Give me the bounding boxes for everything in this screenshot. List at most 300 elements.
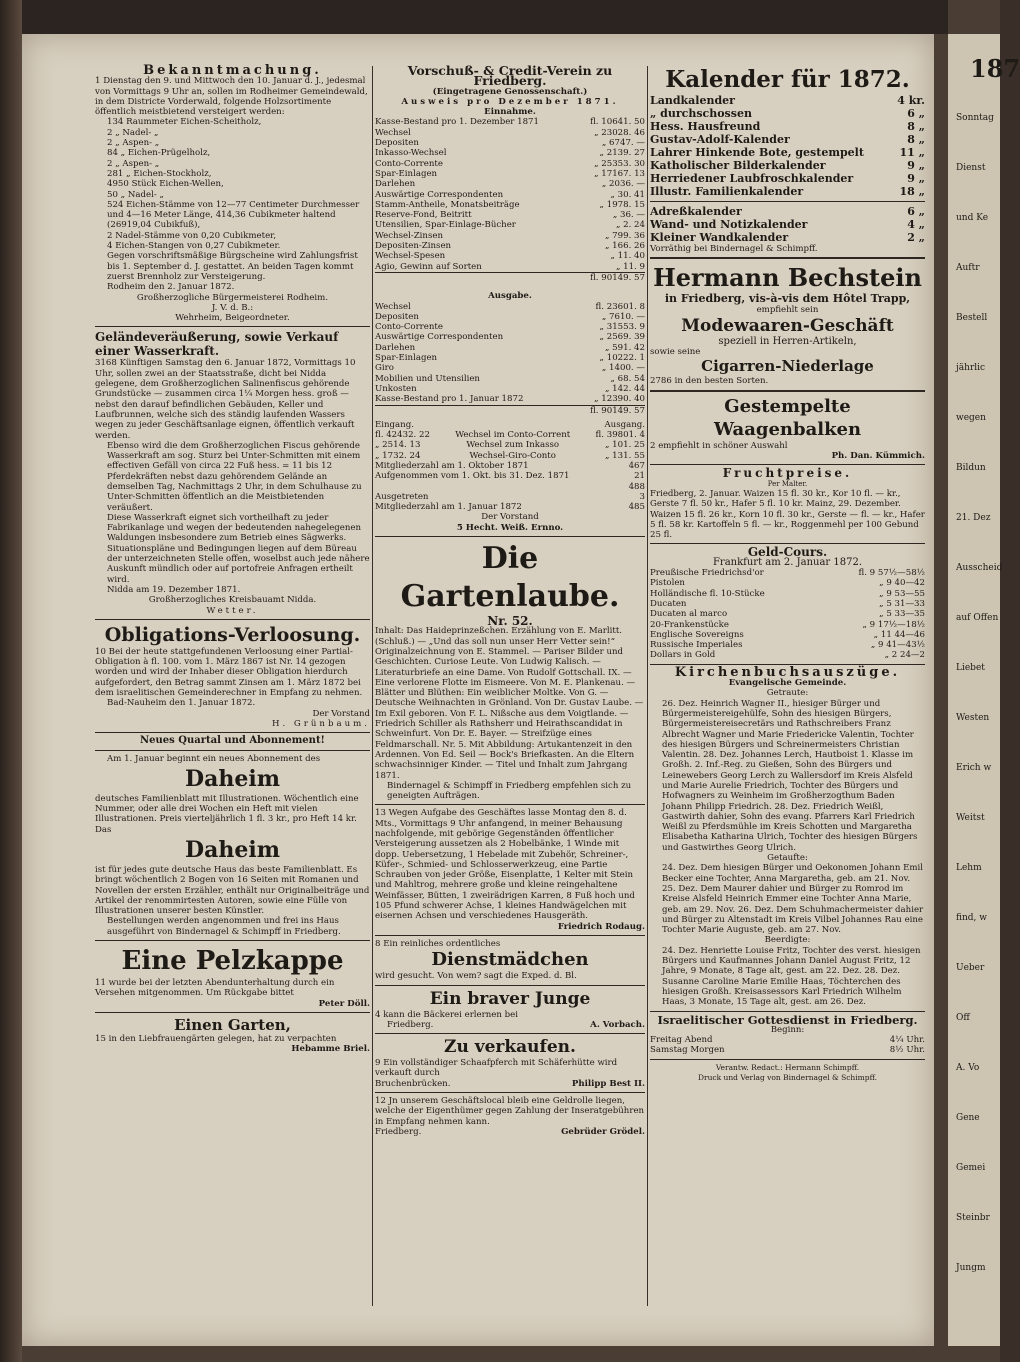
versteigerung-text: 13 Wegen Aufgabe des Geschäftes lasse Montag den 8. d. Mts., Vormittags 9 Uhr anfangend, in meiner Behausung nachfolgende, mit gebörige Gegenständen öffentlicher Versteigerung aussetzen als 2 Hobelbänke, 1 Winde mit dopp. Uebersetzung, 1 Hebelade mit Zubehör, Schreiner-, Küfer-, Schmied- und Schlosserwerkzeug, eine Partie Schrauben von jeder Größe, Eisenplatte, 1 Kelter mit Stein und Mahltrog, mehrere große und kleine reingehaltene Weinfässer, Bütten, 1 zweirädrigen Karren, 8 Fuß hoch und 105 Pfund schwerer Achse, 1 kleines Handwägelchen mit eisernen Achsen und verschiedenes Hausgeräth. [375, 808, 635, 922]
bechstein-cigarren: Cigarren-Niederlage [701, 357, 874, 376]
kalender-row-cell: 9 „ [907, 172, 925, 185]
verkaufen-signature: Philipp Best II. [571, 1078, 645, 1089]
bechstein-herren: speziell in Herren-Artikeln, [718, 335, 857, 347]
mitglieder-row [375, 502, 645, 512]
kirchen-subtitle: Evangelische Gemeinde. [728, 678, 847, 689]
gottesdienst-title: Israelitischer Gottesdienst in Friedberg. [657, 1012, 918, 1027]
einnahme-row-cell: Stamm-Antheile, Monatsbeiträge [375, 199, 520, 210]
einnahme-row-cell: „ 2036. — [601, 179, 645, 190]
geld-row-cell: Dollars in Gold [650, 650, 716, 661]
mitglieder-row-cell: Mitgliederzahl am 1. Oktober 1871 [375, 460, 529, 471]
groedel-text: 12 Jn unserem Geschäftslocal bleib eine Geldrolle liegen, welche der Eigenthümer gegen Zahlung der Inseratgebühren in Empfang nehmen kann. [375, 1096, 645, 1127]
einnahme-row [375, 200, 645, 210]
eingang-row-cell: fl. 39801. 4 [595, 430, 645, 441]
next-page-fragment: Sonntag [956, 113, 994, 123]
kalender-row [650, 231, 925, 244]
next-page-fragment: Steinbr [956, 1213, 990, 1223]
bekanntmachung-text: 1 Dienstag den 9. und Mittwoch den 10. Januar d. J., jedesmal von Vormittags 9 Uhr an, sollen im Rodheimer Gemeindewald, in dem Districte Vorderwald, folgende Holzsortimente öffentlich meistbietend versteigert werden: [95, 76, 368, 118]
scanner-background [22, 0, 948, 34]
geld-row-cell: „ 5 33—35 [879, 609, 925, 620]
waagen-title: Gestempelte Waagenbalken [713, 395, 862, 440]
junge-title: Ein braver Junge [429, 988, 591, 1009]
ausgabe-row-cell: Unkosten [375, 383, 417, 394]
gartenlaube-number: Nr. 52. [487, 614, 533, 629]
verein-subtitle: (Eingetragene Genossenschaft.) [432, 86, 588, 97]
einnahme-total: fl. 90149. 57 [375, 272, 645, 283]
geld-row [650, 609, 925, 619]
versteigerung-signature: Friedrich Rodaug. [557, 921, 645, 932]
einnahme-row-cell: Auswärtige Correspondenten [375, 189, 504, 200]
eingang-row-cell: „ 101. 25 [604, 440, 645, 451]
dienstmaedchen-text: wird gesucht. Von wem? sagt die Exped. d. Bl. [375, 971, 577, 982]
ausgabe-total: fl. 90149. 57 [375, 405, 645, 416]
kalender-row-cell: Illustr. Familienkalender [650, 185, 804, 198]
ausgabe-row-cell: Auswärtige Correspondenten [375, 332, 504, 343]
mitglieder-row-cell: Aufgenommen vom 1. Okt. bis 31. Dez. 1871 [375, 471, 570, 482]
kalender-row-cell: 6 „ [907, 107, 925, 120]
gelaende-signature: Wetter. [206, 605, 259, 616]
kalender-row-cell: 9 „ [907, 159, 925, 172]
gelaende-place: Nidda am 19. Dezember 1871. [107, 584, 241, 595]
einnahme-row-cell: Inkasso-Wechsel [375, 148, 447, 159]
ausgabe-row [375, 353, 645, 363]
daheim-text-1: deutsches Familienblatt mit Illustrationen. Wöchentlich eine Nummer, oder alle drei Wochen ein Heft mit vielen Illustrationen. Preis vierteljährlich 1 fl. 3 kr., pro Heft 14 kr. Das [95, 793, 359, 835]
ausgabe-row-cell: Conto-Corrente [375, 322, 443, 333]
bechstein-empfiehlt: empfiehlt sein [756, 304, 819, 315]
next-page-fragment: Gemei [956, 1163, 986, 1173]
geld-row-cell: 20-Frankenstücke [650, 619, 729, 630]
next-page-fragment: Weitst [956, 813, 985, 823]
bekanntmachung-item: 2 „ Aspen- „ [107, 158, 160, 169]
einnahme-heading: Einnahme. [484, 107, 536, 118]
ausgabe-row-cell: Giro [375, 363, 394, 374]
beerdigte-text: 24. Dez. Henriette Louise Fritz, Tochter des verst. hiesigen Bürgers und Kaufmannes Johann Daniel August Fritz, 12 Jahre, 9 Monate, 8 Tage alt, gest. am 22. Dez. 28. Dez. Susanne Caroline Marie Emilie Haas, Töchterchen des hiesigen Großh. Kreisassessors Karl Friedrich Wilhelm Haas, 3 Monate, 15 Tage alt, gest. am 26. Dez. [662, 945, 921, 1008]
einnahme-row-cell: Kasse-Bestand pro 1. Dezember 1871 [375, 117, 539, 128]
kalender-row-cell: 11 „ [899, 146, 925, 159]
ausgabe-row [375, 322, 645, 332]
bechstein-sowie: sowie seine [650, 347, 701, 358]
gottesdienst-row-cell: 8½ Uhr. [889, 1045, 925, 1056]
einnahme-row-cell: „ 30. 41 [610, 189, 645, 200]
gottesdienst-row [650, 1045, 925, 1055]
mitglieder-row-cell: 488 [628, 481, 645, 492]
geld-row [650, 630, 925, 640]
geld-row-cell: „ 2 24—2 [884, 650, 925, 661]
bekanntmachung-signature: Wehrheim, Beigeordneter. [175, 313, 290, 324]
bekanntmachung-item: 84 „ Eichen-Prügelholz, [107, 148, 211, 159]
column-left [95, 63, 370, 1342]
kalender-footer: Vorräthig bei Bindernagel & Schimpff. [650, 244, 818, 254]
frucht-subtitle: Per Malter. [767, 479, 808, 488]
mitglieder-row [375, 471, 645, 481]
dienst-intro: 8 Ein reinliches ordentliches [375, 938, 501, 949]
kalender-row-cell: Hess. Hausfreund [650, 120, 761, 133]
eingang-row-cell: „ 131. 55 [604, 450, 645, 461]
geld-row [650, 578, 925, 588]
next-page-fragment: Bildun [956, 463, 986, 473]
geld-row-cell: „ 9 53—55 [879, 588, 925, 599]
obligations-title: Obligations-Verloosung. [104, 623, 361, 646]
bekanntmachung-item: 50 „ Nadel- „ [107, 189, 164, 200]
groedel-signature: Gebrüder Grödel. [561, 1126, 645, 1137]
mitglieder-row-cell: 485 [628, 502, 645, 513]
vorstand-names: 5 Hecht. Weiß. Ernno. [456, 522, 564, 533]
einnahme-row-cell: „ 11. 40 [610, 251, 645, 262]
einnahme-row-cell: „ 17167. 13 [594, 168, 645, 179]
frucht-text: Friedberg, 2. Januar. Waizen 15 fl. 30 kr., Kor 10 fl. — kr., Gerste 7 fl. 50 kr., Hafer 5 fl. 10 kr. Mainz, 29. Dezember. Waizen 15 fl. 26 kr., Korn 10 fl. 30 kr., Gerste — fl. — kr., Hafer 5 fl. 58 kr. Kartoffeln 5 fl. — kr., Roggenmehl per 100 Gebund 25 fl. [650, 488, 925, 541]
ausgabe-row [375, 302, 645, 312]
gartenlaube-title: Die Gartenlaube. [400, 541, 620, 615]
kalender-row-cell: Wand- und Notizkalender [650, 218, 808, 231]
gottesdienst-row [650, 1035, 925, 1045]
einnahme-row [375, 117, 645, 127]
ausgabe-row-cell: Kasse-Bestand pro 1. Januar 1872 [375, 394, 524, 405]
kalender-row-cell: Katholischer Bilderkalender [650, 159, 826, 172]
ausgang-heading: Ausgang. [604, 419, 645, 430]
einnahme-row-cell: „ 23028. 46 [594, 127, 645, 138]
kalender-list-2 [650, 205, 925, 244]
ausgabe-row-cell: „ 68. 54 [610, 373, 645, 384]
kalender-row [650, 146, 925, 159]
ausgabe-row [375, 363, 645, 373]
bekanntmachung-item: 2 Nadel-Stämme von 0,20 Cubikmeter, [107, 230, 277, 241]
geld-row-cell: Russische Imperiales [650, 640, 743, 651]
ausgabe-table [375, 302, 645, 405]
bekanntmachung-place: Rodheim den 2. Januar 1872. [107, 282, 235, 293]
garten-signature: Hebamme Briel. [291, 1044, 370, 1055]
kalender-row [650, 94, 925, 107]
kalender-row [650, 172, 925, 185]
bechstein-sorten: 2786 in den besten Sorten. [650, 376, 769, 387]
frucht-title: Fruchtpreise. [722, 466, 853, 481]
verkaufen-place: Bruchenbrücken. [375, 1078, 451, 1089]
eingang-row-cell: Wechsel zum Inkasso [466, 440, 560, 451]
gottesdienst-beginn: Beginn: [770, 1024, 805, 1035]
kalender-list [650, 94, 925, 198]
einnahme-row-cell: Depositen [375, 138, 419, 149]
eingang-row-cell: Wechsel-Giro-Conto [469, 450, 556, 461]
einnahme-table [375, 117, 645, 271]
ausgabe-row-cell: „ 591. 42 [605, 342, 645, 353]
einnahme-row [375, 179, 645, 189]
mitglieder-row [375, 482, 645, 492]
mitglieder-row-cell: 3 [639, 491, 645, 502]
mitglieder-row-cell: Mitgliederzahl am 1. Januar 1872 [375, 502, 522, 513]
geld-row-cell: Ducaten [650, 598, 687, 609]
bekanntmachung-item: 281 „ Eichen-Stockholz, [107, 168, 212, 179]
ausgabe-row [375, 312, 645, 322]
einnahme-row-cell: Utensilien, Spar-Einlage-Bücher [375, 220, 516, 231]
verein-ausweis: Ausweis pro Dezember 1871. [401, 96, 619, 107]
next-page-fragment: auf Offen [956, 613, 999, 623]
obligations-place: Bad-Nauheim den 1. Januar 1872. [107, 698, 256, 709]
einnahme-row-cell: „ 166. 26 [605, 241, 645, 252]
einnahme-row [375, 231, 645, 241]
geld-row [650, 568, 925, 578]
eingang-row-cell: „ 2514. 13 [375, 440, 421, 451]
next-page-fragment: Lehm [956, 863, 982, 873]
getaufte-text: 24. Dez. Dem hiesigen Bürger und Oekonomen Johann Emil Becker eine Tochter, Anna Margaretha, geb. am 21. Nov. 25. Dez. Dem Maurer dahier und Bürger zu Romrod im Kreise Alsfeld Heinrich Emmer eine Tochter Anna Marie, geb. am 29. Nov. 26. Dez. Dem Schuhmachermeister dahier und Bürger zu Altenstadt im Kreis Vilbel Johannes Rau eine Tochter Marie Auguste, geb. am 27. Nov. [662, 863, 924, 936]
bekanntmachung-item: 4950 Stück Eichen-Wellen, [107, 179, 224, 190]
mitglieder-row-cell: 467 [628, 460, 645, 471]
ausgabe-row-cell: „ 12390. 40 [594, 394, 645, 405]
quartal-text: Am 1. Januar beginnt ein neues Abonnement des [107, 753, 321, 764]
garten-title: Einen Garten, [174, 1015, 291, 1034]
bekanntmachung-item: 2 „ Nadel- „ [107, 127, 159, 138]
kirchen-title: Kirchenbuchsauszüge. [674, 664, 901, 680]
gelaende-text-2: Ebenso wird die dem Großherzoglichen Fiscus gehörende Wasserkraft am sog. Sturz bei Unter-Schmitten mit einem effectiven Gefäll von circa 22 Fuß hess. = 11 bis 12 Pferdekräften nebst dazu gehörendem Gelände an demselben Tag, Nachmittags 2 Uhr, in dem Schulhause zu Unter-Schmitten öffentlich an die Meistbietenden veräußert. [107, 440, 362, 513]
daheim-title-2: Daheim [185, 837, 280, 863]
next-page-fragment: Off [956, 1013, 970, 1023]
daheim-title-1: Daheim [185, 765, 280, 792]
einnahme-row-cell: Reserve-Fond, Beitritt [375, 210, 472, 221]
next-page-fragment: Gene [956, 1113, 980, 1123]
next-page-fragment: Auftr [956, 263, 980, 273]
kalender-row-cell: 18 „ [899, 185, 925, 198]
kalender-row-cell: 8 „ [907, 120, 925, 133]
next-page-fragment: Jungm [956, 1263, 986, 1273]
geld-title: Geld-Cours. [747, 545, 828, 560]
geld-row [650, 640, 925, 650]
kalender-row-cell: Adreßkalender [650, 205, 742, 218]
pelzkappe-title: Eine Pelzkappe [121, 946, 344, 977]
mitglieder-row-cell: 21 [634, 471, 645, 482]
geld-row-cell: fl. 9 57½—58½ [858, 568, 925, 579]
ausgabe-row-cell: „ 7610. — [601, 311, 645, 322]
einnahme-row [375, 241, 645, 251]
getaufte-heading: Getaufte: [767, 853, 808, 864]
einnahme-row-cell: „ 25353. 30 [594, 158, 645, 169]
bekanntmachung-item: 524 Eichen-Stämme von 12—77 Centimeter Durchmesser und 4—16 Meter Länge, 414,36 Cubikmeter haltend (26919,04 Cubikfuß), [107, 199, 360, 231]
book-binding [0, 0, 22, 1362]
quartal-heading: Neues Quartal und Abonnement! [140, 735, 325, 747]
geld-row [650, 599, 925, 609]
ausgabe-row-cell: Mobilien und Utensilien [375, 373, 480, 384]
geld-row-cell: Preußische Friedrichsd'or [650, 568, 764, 579]
eingang-heading: Eingang. [375, 419, 414, 430]
daheim-text-2: ist für jedes gute deutsche Haus das beste Familienblatt. Es bringt wöchentlich 2 Bogen von 16 Seiten mit Romanen und Novellen der ersten Erzähler, enthält nur Originalbeiträge und Artikel der renommirtesten Autoren, sowie eine Fülle von Illustrationen unserer besten Künstler. [95, 865, 370, 917]
next-page-fragment: Westen [956, 713, 990, 723]
ausgabe-row [375, 343, 645, 353]
gottesdienst-row-cell: Freitag Abend [650, 1035, 713, 1046]
kalender-row [650, 205, 925, 218]
einnahme-row [375, 220, 645, 230]
kalender-row [650, 185, 925, 198]
junge-text: 4 kann die Bäckerei erlernen bei [375, 1009, 518, 1020]
ausgabe-row-cell: „ 2569. 39 [599, 332, 645, 343]
mitglieder-table [375, 461, 645, 512]
einnahme-row-cell: Depositen-Zinsen [375, 241, 452, 252]
einnahme-row-cell: „ 2139. 27 [599, 148, 645, 159]
kalender-row-cell: 2 „ [907, 231, 925, 244]
pelzkappe-signature: Peter Döll. [318, 998, 370, 1009]
geld-row [650, 620, 925, 630]
einnahme-row-cell: „ 799. 36 [605, 230, 645, 241]
geld-row-cell: „ 11 44—46 [873, 629, 925, 640]
bechstein-mode: Modewaaren-Geschäft [681, 315, 894, 336]
gartenlaube-contents: Inhalt: Das Haideprinzeßchen. Erzählung von E. Marlitt. (Schluß.) — „Und das soll nun unser Herr Vetter sein!“ Originalzeichnung von E. Stammel. — Pariser Bilder und Geschichten. Curiose Leute. Von Ludwig Kalisch. — Literaturbriefe an eine Dame. Von Rudolf Gottschall. IX. — Eine verlorene Flotte im Eismeere. Von M. E. Plankenau. — Blätter und Blüthen: Ein weiblicher Moltke. Von G. — Deutsche Weihnachten in Grönland. Von Dr. Gustav Laube. — Im Exil geboren. Von F. L. Nißsche aus dem Voigtlande. — Friedrich Schiller als Rathsherr und Heirathscandidat in Schweinfurt. Von Dr. E. Bayer. — Streifzüge eines Feldmarschall. Nr. 5. Mit Abbildung: Artukantenzeit in den Ardennen. Von Ed. Seil — Bock's Briefkasten. An die Eltern schwachsinniger Kinder. — Titel und Inhalt zum Jahrgang 1871. [375, 626, 644, 781]
pelzkappe-text: 11 wurde bei der letzten Abendunterhaltung durch ein Versehen mitgenommen. Um Rückgabe bittet [95, 978, 335, 999]
next-page-fragment: A. Vo [956, 1063, 980, 1073]
beerdigte-heading: Beerdigte: [764, 935, 811, 946]
kalender-row-cell: 8 „ [907, 133, 925, 146]
kalender-title: Kalender für 1872. [665, 66, 910, 93]
einnahme-row-cell: Wechsel [375, 127, 411, 138]
einnahme-row-cell: „ 6747. — [601, 138, 645, 149]
eingang-row-cell: Wechsel im Conto-Corrent [455, 430, 571, 441]
geld-row-cell: „ 5 31—33 [879, 598, 925, 609]
getraute-text: 26. Dez. Heinrich Wagner II., hiesiger Bürger und Bürgermeistereigehülfe, Sohn des hiesigen Bürgers, Bürgermeistereisecretärs und Rathschreibers Franz Albrecht Wagner und Marie Friedericke Valentin, Tochter des hiesigen Bürgers und Schreinermeisters Christian Valentin. 28. Dez. Johannes Lerch, Hautboist 1. Klasse im Großh. 2. Inf.-Reg. zu Gießen, Sohn des Bürgers und Leinewebers Georg Lerch zu Wallersdorf im Kreis Alsfeld und Marie Aurelie Friedrich, Tochter des Bürgers und Hofwagners zu Weinheim im Großherzogthum Baden Johann Philipp Friedrich. 28. Dez. Friedrich Weißl, Gastwirth dahier, Sohn des evang. Pfarrers Karl Friedrich Weißl zu Pferdsmühle im Kreis Schotten und Margaretha Elisabetha Katharina Ulrich, Tochter des hiesigen Bürgers und Gastwirthes Georg Ulrich. [662, 698, 918, 853]
bechstein-address: in Friedberg, vis-à-vis dem Hôtel Trapp, [664, 292, 911, 306]
geld-row-cell: Holländische fl. 10-Stücke [650, 588, 765, 599]
einnahme-row-cell: „ 11. 9 [615, 261, 645, 272]
einnahme-row-cell: Agio, Gewinn auf Sorten [375, 261, 482, 272]
kalender-row-cell: 4 „ [907, 218, 925, 231]
einnahme-row [375, 169, 645, 179]
bekanntmachung-title: Bekanntmachung. [143, 63, 322, 78]
ausgabe-row-cell: „ 1400. — [601, 363, 645, 374]
ausgabe-row-cell: „ 142. 44 [605, 383, 645, 394]
einnahme-row-cell: „ 2. 24 [615, 220, 645, 231]
bekanntmachung-conditions: Gegen vorschriftsmäßige Bürgscheine wird Zahlungsfrist bis 1. September d. J. gestattet. An beiden Tagen kommt zuerst Brennholz zur Versteigerung. [107, 251, 358, 282]
geld-row [650, 589, 925, 599]
ausgabe-row [375, 384, 645, 394]
mitglieder-row [375, 492, 645, 502]
next-page-fragment: find, w [956, 913, 987, 923]
dienstmaedchen-title: Dienstmädchen [431, 949, 589, 971]
kalender-row-cell: Kleiner Wandkalender [650, 231, 789, 244]
einnahme-row-cell: Wechsel-Spesen [375, 251, 446, 262]
next-page-fragment: Ausscheid [956, 563, 1003, 573]
geld-row-cell: „ 9 40—42 [879, 578, 925, 589]
bekanntmachung-list [95, 117, 370, 251]
getraute-heading: Getraute: [766, 688, 809, 699]
kalender-row-cell: 4 kr. [897, 94, 925, 107]
daheim-order: Bestellungen werden angenommen und frei ins Haus ausgeführt von Bindernagel & Schimpff in Friedberg. [107, 916, 341, 937]
obligations-authority: Der Vorstand [312, 708, 370, 719]
geld-row-cell: Pistolen [650, 578, 685, 589]
einnahme-row [375, 262, 645, 272]
eingang-row-cell: fl. 42432. 22 [375, 430, 430, 441]
einnahme-row [375, 251, 645, 261]
einnahme-row [375, 148, 645, 158]
ausgabe-row-cell: Spar-Einlagen [375, 353, 438, 364]
column-middle [375, 63, 645, 1342]
kalender-row-cell: Herriedener Laubfroschkalender [650, 172, 854, 185]
next-page-fragment: und Ke [956, 213, 989, 223]
ausgabe-row-cell: fl. 23601. 8 [595, 301, 645, 312]
bekanntmachung-sign: J. V. d. B.: [211, 302, 254, 313]
kalender-row [650, 133, 925, 146]
verkaufen-title: Zu verkaufen. [444, 1037, 576, 1058]
eingang-row-cell: „ 1732. 24 [375, 450, 421, 461]
mitglieder-row-cell: Ausgetreten [375, 491, 429, 502]
geld-row-cell: Ducaten al marco [650, 609, 728, 620]
einnahme-row [375, 190, 645, 200]
geld-table [650, 568, 925, 661]
bekanntmachung-item: 4 Eichen-Stangen von 0,27 Cubikmeter. [107, 241, 281, 252]
kalender-row [650, 107, 925, 120]
verein-title: Vorschuß- & Credit-Verein zu Friedberg. [407, 63, 613, 89]
column-rule [372, 66, 373, 1306]
einnahme-row [375, 138, 645, 148]
waagen-signature: Ph. Dan. Kümmich. [831, 451, 925, 462]
geld-row [650, 650, 925, 660]
geld-row-cell: „ 9 17½—18½ [862, 619, 925, 630]
ausgabe-heading: Ausgabe. [488, 291, 532, 302]
einnahme-row-cell: „ 1978. 15 [599, 199, 645, 210]
einnahme-row-cell: fl. 10641. 50 [590, 117, 645, 128]
einnahme-row [375, 128, 645, 138]
next-page-fragment: Bestell [956, 313, 988, 323]
garten-text: 15 in den Liebfrauengärten gelegen, hat zu verpachten [95, 1033, 337, 1044]
bekanntmachung-item: 2 „ Aspen- „ [107, 138, 160, 149]
next-page-fragment: Liebet [956, 663, 985, 673]
ausgabe-row [375, 374, 645, 384]
einnahme-row-cell: Conto-Corrente [375, 158, 443, 169]
next-page-fragment: 21. Dez [956, 513, 991, 523]
kalender-row-cell: Gustav-Adolf-Kalender [650, 133, 790, 146]
kalender-row [650, 218, 925, 231]
next-page-fragment: Ueber [956, 963, 985, 973]
gottesdienst-row-cell: Samstag Morgen [650, 1045, 725, 1056]
einnahme-row [375, 210, 645, 220]
gelaende-title: Geländeveräußerung, sowie Verkauf einer Wasserkraft. [95, 330, 339, 359]
bekanntmachung-authority: Großherzogliche Bürgermeisterei Rodheim. [136, 292, 329, 303]
einnahme-row-cell: „ 36. — [612, 210, 645, 221]
eingang-ausgang-table [375, 430, 645, 461]
gartenlaube-order: Bindernagel & Schimpff in Friedberg empfehlen sich zu geneigten Aufträgen. [387, 780, 632, 802]
kalender-row-cell: 6 „ [907, 205, 925, 218]
imprint-editor: Verantw. Redact.: Hermann Schimpff. [715, 1062, 860, 1072]
gelaende-text-1: 3168 Künftigen Samstag den 6. Januar 1872, Vormittags 10 Uhr, sollen zwei an der Staatsstraße, dicht bei Nidda gelegene, dem Großherzoglichen Salinenfiscus gehörende Grundstücke — zusammen circa 1¼ Morgen hess. groß — nebst den darauf befindlichen Gebäuden, Keller und Laufbrunnen, welche sich des ständig laufenden Wassers wegen zu jeder Geschäftsanlage eignen, öffentlich verkauft werden. [95, 358, 356, 441]
ausgabe-row-cell: „ 10222. 1 [599, 353, 645, 364]
obligations-signature: H. Grünbaum. [271, 718, 370, 729]
kalender-row [650, 120, 925, 133]
gelaende-text-3: Diese Wasserkraft eignet sich vortheilhaft zu jeder Fabrikanlage und wegen der bedeutenden nahegelegenen Waldungen insbesondere zum Betrieb eines Sägwerks. Situationspläne und Bedingungen liegen auf dem Büreau der unterzeichneten Stelle offen, woselbst auch jede nähere Auskunft mündlich oder auf portofreie Anfragen ertheilt wird. [107, 512, 370, 585]
ausgabe-row-cell: Wechsel [375, 301, 411, 312]
kalender-row-cell: „ durchschossen [650, 107, 752, 120]
kalender-row [650, 159, 925, 172]
column-rule [647, 66, 648, 1306]
column-right [650, 66, 925, 1342]
ausgabe-row-cell: „ 31553. 9 [599, 322, 645, 333]
imprint-publisher: Druck und Verlag von Bindernagel & Schimpff. [697, 1073, 878, 1082]
einnahme-row-cell: Spar-Einlagen [375, 168, 438, 179]
ausgabe-row [375, 394, 645, 404]
gelaende-authority: Großherzogliches Kreisbauamt Nidda. [148, 595, 317, 606]
waagen-text: 2 empfiehlt in schöner Auswahl [650, 440, 788, 451]
junge-place: Friedberg. [387, 1019, 434, 1030]
geld-row-cell: „ 9 41—43½ [870, 640, 925, 651]
ausgabe-row-cell: Depositen [375, 311, 419, 322]
page-number: 187 [970, 54, 1020, 83]
vorstand-label: Der Vorstand [481, 512, 539, 523]
eingang-row [375, 451, 645, 461]
einnahme-row-cell: Wechsel-Zinsen [375, 230, 443, 241]
eingang-row [375, 440, 645, 450]
einnahme-row [375, 159, 645, 169]
kalender-row-cell: Lahrer Hinkende Bote, gestempelt [650, 146, 864, 159]
ausgabe-row-cell: Darlehen [375, 342, 416, 353]
kalender-row-cell: Landkalender [650, 94, 735, 107]
next-page-fragment: jährlic [956, 363, 986, 373]
junge-signature: A. Vorbach. [590, 1019, 645, 1030]
groedel-place: Friedberg. [375, 1126, 422, 1137]
einnahme-row-cell: Darlehen [375, 179, 416, 190]
bechstein-title: Hermann Bechstein [653, 263, 922, 293]
next-page-fragment: wegen [956, 413, 986, 423]
